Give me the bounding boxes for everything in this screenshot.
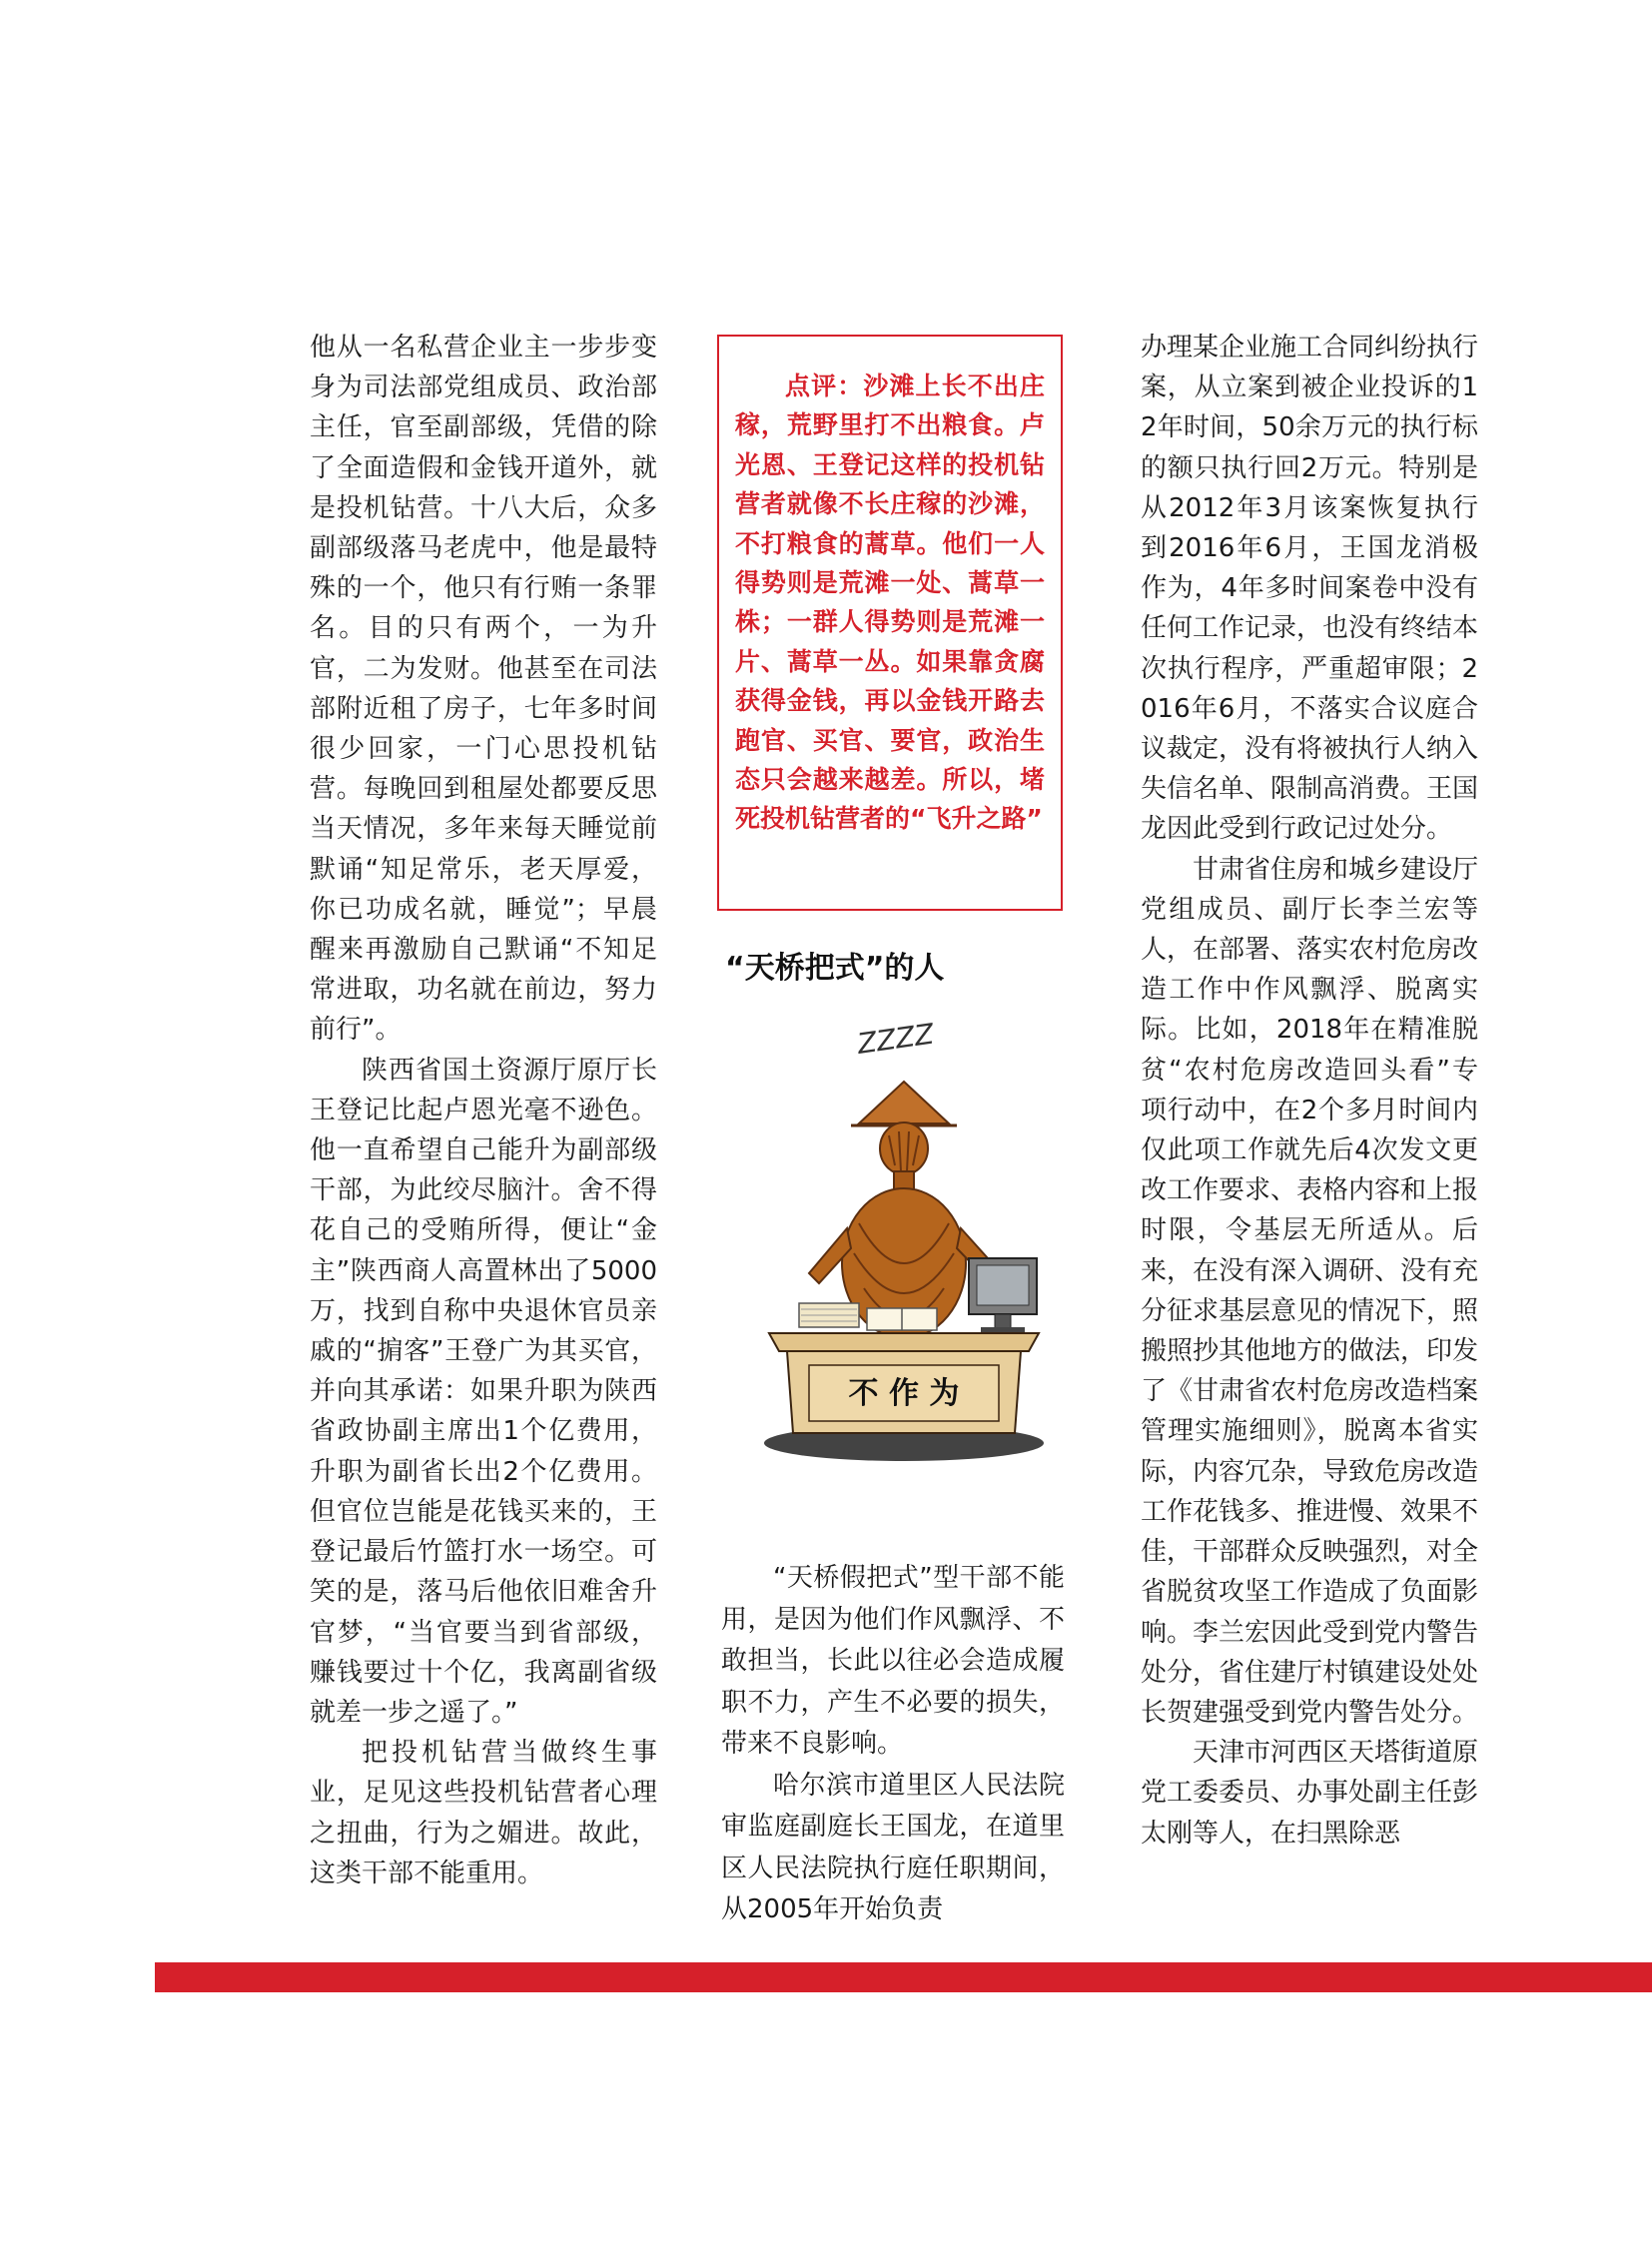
- middle-text: [721, 1558, 1065, 1931]
- comment-text: 点评：沙滩上长不出庄稼，荒野里打不出粮食。卢光恩、王登记这样的投机钻营者就像不长庄稼的沙滩，不打粮食的蒿草。他们一人得势则是荒滩一处、蒿草一株；一群人得势则是荒滩一片、蒿草一丛。如果靠贪腐获得金钱，再以金钱开路去跑官、买官、要官，政治生态只会越来越差。所以，堵死投机钻营者的“飞升之路”: [735, 372, 1045, 834]
- right-paragraph-2: 甘肃省住房和城乡建设厅党组成员、副厅长李兰宏等人，在部署、落实农村危房改造工作中作风飘浮、脱离实际。比如，2018年在精准脱贫“农村危房改造回头看”专项行动中，在2个多月时间内仅此项工作就先后4次发文更改工作要求、表格内容和上报时限，令基层无所适从。后来，在没有深入调研、没有充分征求基层意见的情况下，照搬照抄其他地方的做法，印发了《甘肃省农村危房改造档案管理实施细则》，脱离本省实际，内容冗杂，导致危房改造工作花钱多、推进慢、效果不佳，干部群众反映强烈，对全省脱贫攻坚工作造成了负面影响。李兰宏因此受到党内警告处分，省住建厅村镇建设处处长贺建强受到党内警告处分。: [1141, 854, 1479, 1728]
- left-paragraph-1: 他从一名私营企业主一步步变身为司法部党组成员、政治部主任，官至副部级，凭借的除了全面造假和金钱开道外，就是投机钻营。十八大后，众多副部级落马老虎中，他是最特殊的一个，他只有行贿一条罪名。目的只有两个，一为升官，二为发财。他甚至在司法部附近租了房子，七年多时间很少回家，一门心思投机钻营。每晚回到租屋处都要反思当天情况，多年来每天睡觉前默诵“知足常乐，老天厚爱，你已功成名就，睡觉”；早晨醒来再激励自己默诵“不知足常进取，功名就在前边，努力前行”。: [310, 333, 657, 1046]
- left-paragraph-2: 陕西省国土资源厅原厅长王登记比起卢恩光毫不逊色。他一直希望自己能升为副部级干部，为此绞尽脑汁。舍不得花自己的受贿所得，便让“金主”陕西商人高置林出了5000万，找到自称中央退休官员亲戚的“掮客”王登广为其买官，并向其承诺：如果升职为陕西省政协副主席出1个亿费用，升职为副省长出2个亿费用。但官位岂能是花钱买来的，王登记最后竹篮打水一场空。可笑的是，落马后他依旧难舍升官梦，“当官要当到省部级，赚钱要过十个亿，我离副省级就差一步之遥了。”: [310, 1055, 657, 1728]
- comment-box: [717, 335, 1063, 911]
- snore-text: ZZZZ: [855, 1017, 936, 1061]
- desk-label: 不 作 为: [848, 1376, 960, 1411]
- left-paragraph-3: 把投机钻营当做终生事业，足见这些投机钻营者心理之扭曲，行为之媚进。故此，这类干部不能重用。: [310, 1738, 657, 1888]
- section-heading: “天桥把式”的人: [725, 951, 945, 986]
- footer-red-bar: [155, 1962, 1652, 1992]
- right-paragraph-3: 天津市河西区天塔街道原党工委委员、办事处副主任彭太刚等人，在扫黑除恶: [1141, 1738, 1479, 1849]
- right-paragraph-1: 办理某企业施工合同纠纷执行案，从立案到被企业投诉的12年时间，50余万元的执行标的额只执行回2万元。特别是从2012年3月该案恢复执行到2016年6月，王国龙消极作为，4年多时间案卷中没有任何工作记录，也没有终结本次执行程序，严重超审限；2016年6月，不落实合议庭合议裁定，没有将被执行人纳入失信名单、限制高消费。王国龙因此受到行政记过处分。: [1141, 333, 1479, 845]
- right-column: [1141, 328, 1478, 1854]
- middle-paragraph-2: 哈尔滨市道里区人民法院审监庭副庭长王国龙，在道里区人民法院执行庭任职期间，从2005年开始负责: [721, 1770, 1065, 1924]
- middle-paragraph-1: “天桥假把式”型干部不能用，是因为他们作风飘浮、不敢担当，长此以往必会造成履职不力，产生不必要的损失，带来不良影响。: [721, 1563, 1065, 1759]
- cartoon-illustration: [739, 1004, 1069, 1473]
- left-column: [310, 328, 657, 1893]
